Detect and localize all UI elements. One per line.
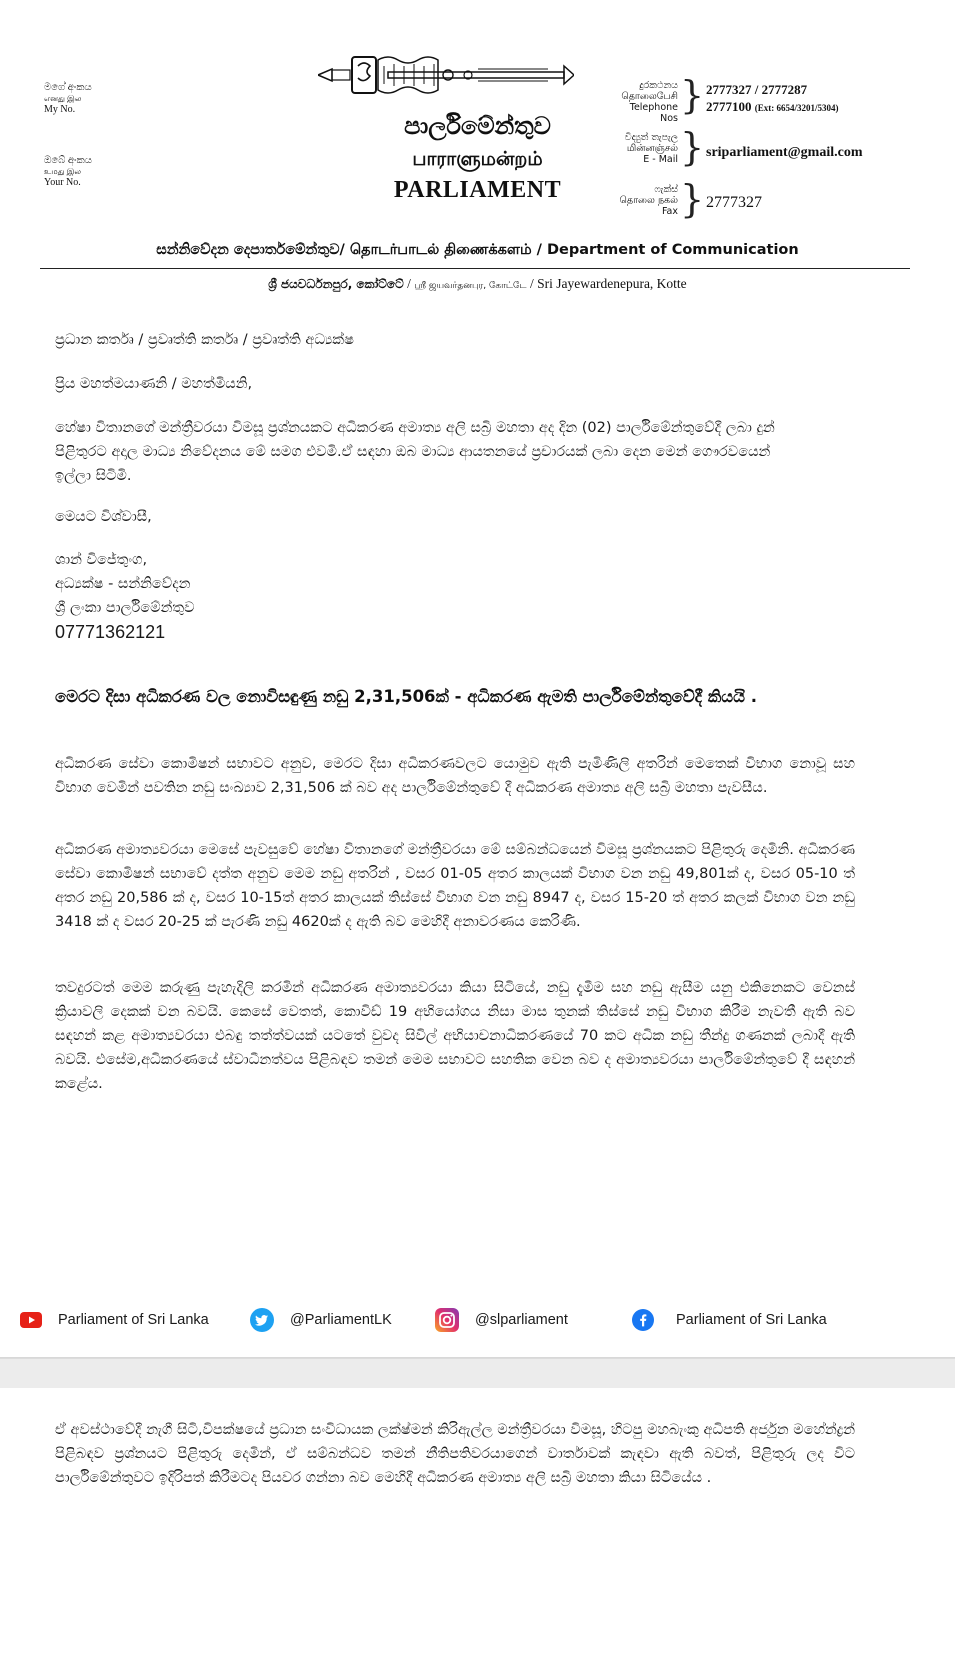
address-line: ශ්‍රී ජයවර්ධනපුර, කෝට්ටේ / ஸ்ரீ ஜயவர்தனபுர, கோட்டே / Sri Jayewardenepura, Kotte: [268, 276, 687, 291]
twitter-icon: [250, 1308, 274, 1332]
release-paragraph-1: අධිකරණ සේවා කොමිෂන් සභාවට අනුව, මෙරට දිසා අධිකරණවලට යොමුව ඇති පැමිණිලි අතරින් මෙතෙක් විභාග නොවූ සහ විභාග වෙමින් පවතින නඩු සංඛ්‍යාව 2,31,506 ක් බව අද පාර්ලිමේන්තුවේ දී අධිකරණ අමාත්‍ය අලි සබ්‍රි මහතා පැවසීය.: [55, 756, 855, 796]
my-number-en: My No.: [44, 104, 76, 115]
social-facebook-label: Parliament of Sri Lanka: [676, 1312, 827, 1328]
email-address: sriparliament@gmail.com: [706, 145, 863, 160]
instagram-icon: [435, 1308, 459, 1332]
telephone-label-si: දුරකථනය: [639, 80, 678, 91]
fax-label-en: Fax: [661, 206, 678, 217]
your-number-en: Your No.: [44, 177, 81, 188]
facebook-icon: [632, 1309, 654, 1331]
title-sinhala: පාර්ලිමේන්තුව: [404, 112, 551, 140]
letter-recipients: ප්‍රධාන කර්තෘ / ප්‍රවෘත්ති කර්තෘ / ප්‍රවෘත්ති අධ්‍යක්ෂ: [55, 332, 354, 348]
department-name: සන්නිවේදන දෙපාර්තමේන්තුව/ தொடர்பாடல் திணைக்களம் / Department of Communication: [156, 242, 799, 258]
fax-number: 2777327: [706, 194, 762, 211]
telephone-line-1: 2777327 / 2777287: [706, 82, 808, 97]
my-number-si: මගේ අංකය: [44, 82, 92, 93]
telephone-extensions: (Ext: 6654/3201/5304): [754, 103, 839, 113]
letter-salutation: ප්‍රිය මහත්මයාණනි / මහත්මියනි,: [55, 376, 253, 392]
signature-title: අධ්‍යක්ෂ - සන්නිවේදන: [55, 576, 191, 592]
telephone-line-2: 2777100: [706, 99, 752, 114]
release-continuation: ඒ අවස්ථාවේදී නැගී සිටි,විපක්ෂයේ ප්‍රධාන සංවිධායක ලක්ෂ්මන් කිරිඇල්ල මන්ත්‍රීවරයා විමසූ, හිටපු මහබැංකු අධිපති අර්ජුන මහේන්ද්‍රන් පිළිබඳව ප්‍රශ්නයට පිළිතුරු දෙමින්, ඒ සම්බන්ධව තමන් නීතිපතිවරයාගෙන් වාර්තාවක් කැඳවා ඇති බවත්, පිළිතුරු ලද විට පාර්ලිමේන්තුවට ඉදිරිපත් කිරීමටද පියවර ගන්නා බව මෙහිදී අධිකරණ අමාත්‍ය අලි සබ්‍රි මහතා කියා සිටියේය .: [55, 1422, 855, 1486]
social-twitter[interactable]: [250, 1308, 392, 1332]
signature-block: [55, 548, 855, 644]
signature-phone: 07771362121: [55, 622, 166, 642]
telephone-label-ta: தொலைபேசி: [621, 91, 678, 102]
email-label-en: E - Mail: [643, 154, 678, 165]
my-number-ta: எனது இல: [44, 94, 82, 103]
address-sinhala: ශ්‍රී ජයවර්ධනපුර, කෝට්ටේ: [268, 277, 404, 291]
social-youtube-label: Parliament of Sri Lanka: [58, 1312, 209, 1328]
signature-organisation: ශ්‍රී ලංකා පාර්ලිමේන්තුව: [55, 600, 195, 616]
release-headline: මෙරට දිසා අධිකරණ වල නොවිසඳුණු නඩු 2,31,506ක් - අධිකරණ ඇමති පාර්ලිමේන්තුවේදී කියයි .: [55, 687, 757, 706]
fax-label-si: ෆැක්ස්: [654, 184, 678, 195]
email-brace: }: [680, 125, 705, 169]
telephone-numbers: [706, 81, 839, 117]
social-instagram[interactable]: [435, 1308, 568, 1332]
telephone-label-en: Telephone Nos: [629, 102, 678, 124]
release-paragraph-3: තවදුරටත් මෙම කරුණු පැහැදිලි කරමින් අධිකරණ අමාත්‍යවරයා කියා සිටියේ, නඩු දැමීම සහ නඩු ඇසීම යනු එකිනෙකට වෙනස් ක්‍රියාවලි දෙකක් වන බවයි. කෙසේ වෙතත්, කොවිඩ් 19 අභියෝගය නිසා මාස තුනක් තිස්සේ නඩු විභාග කිරීම නැවතී ඇති බව සඳහන් කළ අමාත්‍යවරයා එබඳු තත්ත්වයක් යටතේ වුවද සිවිල් අභියාචනාධිකරණයේ 70 කට අධික නඩු තීන්දු ගණනක් ලබාදී ඇති බවයි. එසේම,අධිකරණයේ ස්වාධීනත්වය පිළිබඳව තමන් මෙම සභාවට සහතික වෙන බව ද අමාත්‍යවරයා පාර්ලිමේන්තුවේ දී සඳහන් කළේය.: [55, 980, 855, 1092]
social-youtube[interactable]: [20, 1308, 209, 1332]
email-label-ta: மின்னஞ்சல்: [626, 143, 678, 154]
continuation-page: [0, 1388, 955, 1669]
letter-closing: මෙයට විශ්වාසී,: [55, 509, 152, 525]
social-facebook[interactable]: [632, 1308, 827, 1332]
title-tamil: பாராளுமன்றம்: [412, 148, 543, 170]
release-paragraph-2: අධිකරණ අමාත්‍යවරයා මෙසේ පැවසුවේ හේෂා විතානගේ මන්ත්‍රීවරයා මේ සම්බන්ධයෙන් විමසූ ප්‍රශ්නයකට පිළිතුරු දෙමිනි. අධිකරණ සේවා කොමිෂන් සභාවේ දත්ත අනුව මෙම නඩු අතරින් , වසර 01-05 අතර කාලයක් විභාග වන නඩු 49,801ක් ද, වසර 05-10 ත් අතර නඩු 20,586 ක් ද, වසර 10-15ත් අතර කාලයක් තිස්සේ විභාග වන නඩු 8947 ද, වසර 15-20 ත් අතර කලක් විභාග වන නඩු 3418 ක් ද වසර 20-25 ක් පැරණි නඩු 4620ක් ද ඇති බව මෙහිදී අනාවරණය කෙරිණි.: [55, 842, 855, 930]
page-gap: [0, 1358, 955, 1389]
address-tamil: ஸ்ரீ ஜயவர்தனபுர, கோட்டே: [414, 281, 527, 291]
address-english: Sri Jayewardenepura, Kotte: [537, 276, 687, 291]
parliament-mace-emblem: [318, 52, 574, 98]
social-twitter-label: @ParliamentLK: [290, 1312, 392, 1328]
fax-label: [612, 184, 678, 217]
youtube-icon: [20, 1312, 42, 1328]
your-number-si: ඔබේ අංකය: [44, 155, 92, 166]
fax-brace: }: [680, 177, 705, 221]
my-number-label: [44, 82, 154, 115]
fax-label-ta: தொலை நகல்: [619, 195, 678, 206]
telephone-label: [612, 80, 678, 124]
letter-intro: හේෂා විතානගේ මන්ත්‍රීවරයා විමසූ ප්‍රශ්නයකට අධිකරණ අමාත්‍ය අලි සබ්‍රි මහතා අද දින (02) පාර්ලිමේන්තුවේදී ලබා දුන් පිළිතුරට අදාල මාධ්‍ය නිවේදනය මේ සමග එවමි.ඒ සඳහා ඔබ මාධ්‍ය ආයතනයේ ප්‍රචාරයක් ලබා දෙන මෙන් ගෞරවයෙන් ඉල්ලා සිටිමි.: [55, 420, 775, 484]
your-number-ta: உமது இல: [44, 167, 82, 176]
social-instagram-label: @slparliament: [475, 1312, 568, 1328]
telephone-brace: }: [680, 73, 705, 117]
signature-name: ශාන් විජේතුංග,: [55, 552, 148, 568]
header-divider: [40, 268, 910, 269]
title-english: PARLIAMENT: [393, 177, 562, 203]
email-label-si: විද්‍යුත් තැපැල: [624, 132, 678, 143]
email-label: [612, 132, 678, 165]
